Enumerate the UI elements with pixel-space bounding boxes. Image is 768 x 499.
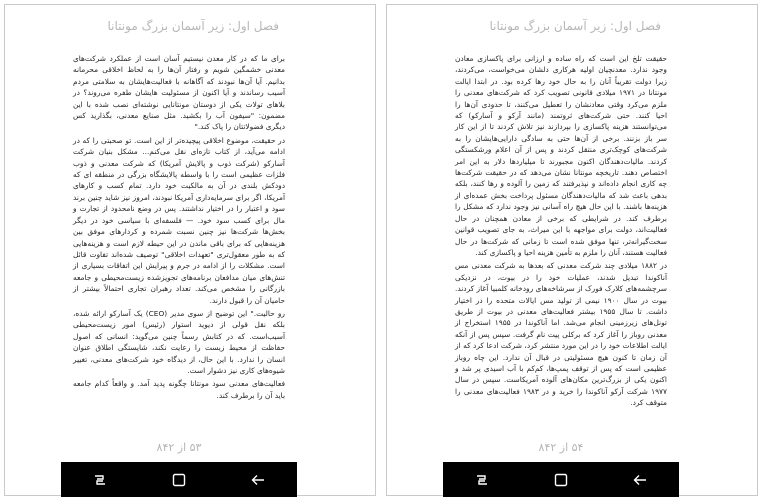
page-text (455, 53, 667, 411)
android-navbar (61, 462, 297, 497)
left-phone-screen (61, 5, 297, 497)
recent-apps-icon (474, 473, 490, 487)
right-phone-screen (443, 5, 679, 497)
recent-apps-button[interactable] (462, 465, 502, 495)
page-counter: ۵۴ از ۸۴۲ (538, 441, 584, 454)
paragraph: حقیقت تلخ این است که راه ساده و ارزانی برای پاکسازی معادن وجود ندارد. معدنچیان اولیه هرکاری دلشان می‌خواست، می‌کردند، زیرا دولت تقریباً آنان را به حال خود رها کرده بود. در ابتدا ایالت مونتانا در ۱۹۷۱ میلادی قانونی تصویب کرد که شرکت‌های معدنی را ملزم می‌کرد وقتی معادنشان را تعطیل می‌کنند، تا حدودی آن‌ها را احیا کنند. حتی شرکت‌های ثروتمند (مانند آرکو و آسارکو) که می‌توانستند هزینه پاکسازی را بپردازند نیز تلاش کردند تا از این کار سر باز بزنند. برخی از آن‌ها حتی به سادگی دارایی‌هایشان را به شرکت‌های کوچک‌تری منتقل کردند و پس از آن اعلام ورشکستگی کردند. مالیات‌دهندگان اکنون مجبورند تا میلیاردها دلار به این امر اختصاص دهند. تاریخچه مونتانا نشان می‌دهد که در حقیقت شرکت‌ها چه کاری انجام داده‌اند و نپذیرفتند که زمین را آلوده و رها کنند، بلکه بدهی باعث شد که مالیات‌دهندگان مسئول پرداخت بخش عمده‌ای از هزینه‌ها باشند. با این حال هیچ راه آسانی نیز وجود ندارد که مشکل را برطرف کند. در شرایطی که برخی از معادن همچنان در حال فعالیت‌اند، دولت برای مواجهه با این میراث، به جای تصویب قوانین سخت‌گیرانه‌تر، تنها موفق شده است تا زمانی که شرکت‌ها در حال فعالیت هستند، آنان را ملزم به تأمین هزینه احیا و پاکسازی کند. (455, 54, 667, 257)
home-icon (554, 473, 568, 487)
recent-apps-button[interactable] (80, 465, 120, 495)
home-button[interactable] (159, 465, 199, 495)
paragraph: در حقیقت، موضوع اخلاقی پیچیده‌تر از این است. تو صحبتی را که در ادامه می‌آید، از کتاب تازه‌ای نقل می‌کنم... مشکل بنیان شرکت آسارکو (شرکت ذوب و پالایش آمریکا) که شرکت معدنی و ذوب فلزات عظیمی است را با واسطه پالایشگاه بزرگی در منطقه ای که دودکش بلندی در آن به مالکیت خود دارد. تمام کسب و کارهای آمریکا، اگر برای سرمایه‌داری آمریکا نبودند، امروز نیز شاید چنین برند سود و اعتبار را در اختیار نداشتند. پس در وضع نامحدود از تجارت و مال برای کسب سود خود. — فلسفه‌ای با سیاسی خود در دیگر بخش‌ها شرکت‌ها نیز چنین نسبت شمرده و کردارهای موفق بین هزینه‌هایی که برای باقی ماندن در این حیطه لازم است و هزینه‌هایی که به طور معقول‌تری "تعهدات اخلاقی" توصیف شده‌اند تفاوت قائل است. مشکلات را از ادامه در جرم و پیرایش این اتفاقات بسیاری از تنش‌های میان مدافعان برنامه‌های تجویزشده زیست‌محیطی و جامعه بازرگانی را مشخص می‌کند. تعداد رهبران تجاری احتمالاً بیشتر از حامیان آن را قبول دارند. (73, 135, 285, 305)
page-counter: ۵۳ از ۸۴۲ (156, 441, 202, 454)
home-icon (172, 473, 186, 487)
chapter-header: فصل اول: زیر آسمان بزرگ مونتانا (489, 19, 661, 33)
right-document-frame (386, 4, 758, 496)
back-arrow-icon (632, 473, 648, 487)
back-button[interactable] (238, 465, 278, 495)
home-button[interactable] (541, 465, 581, 495)
left-document-frame (4, 4, 376, 496)
back-button[interactable] (620, 465, 660, 495)
chapter-header: فصل اول: زیر آسمان بزرگ مونتانا (107, 19, 279, 33)
paragraph: در ۱۸۸۲ میلادی چند شرکت معدنی که بعدها به شرکت معدنی مس آناکوندا تبدیل شدند، عملیات خود را در بیوت، در نزدیکی سرچشمه‌های کلارک فورک از سرشاخه‌های رودخانه کلمبیا آغاز کردند. بیوت در سال ۱۹۰۰ نیمی از تولید مس ایالات متحده را در اختیار داشت. تا سال ۱۹۵۵ بیشتر فعالیت‌های معدنی در بیوت از طریق تونل‌های زیرزمینی انجام می‌شد. اما آناکوندا در ۱۹۵۵ استخراج از معدنی روباز را آغاز کرد که برکلی پیت نام گرفت. سپس پس از آنکه ایالت اطلاعات خود را در این مورد منتشر کرد، شرکت ادعا کرد که از آن زمان تا کنون هیچ مسئولیتی در قبال آن ندارد. این چاه روباز عظیمی است که پس از توقف پمپ‌ها، کم‌کم با آب اسیدی پر شد و اکنون یکی از بزرگ‌ترین مکان‌های آلوده آمریکاست. سپس در سال ۱۹۷۷ شرکت آرکو آناکوندا را خرید و در ۱۹۸۳ فعالیت‌های معدنی را متوقف کرد. (455, 261, 667, 408)
paragraph: فعالیت‌های معدنی سود مونتانا چگونه پدید آمد. و واقعاً کدام جامعه باید آن را برطرف کند. (73, 379, 285, 400)
page-text (73, 53, 285, 403)
back-arrow-icon (250, 473, 266, 487)
paragraph: برای ما که در کار معدن نیستیم آسان است از عملکرد شرکت‌های معدنی خشمگین شویم و رفتار آن‌ها را به لحاظ اخلاقی محرمانه بدانیم. آیا آن‌ها نبودند که آگاهانه با فعالیت‌هایشان به سلامتی مردم آسیب رساندند و آیا اکنون از مسئولیت هایشان طفره می‌روند؟ در بلاهای تولات یکی از دوستان مونتانایی نوشته‌ای نصب شده با این مضمون: "سیفون آب را بکشید. مثل صنایع معدنی، بگذارید کس دیگری فضولاتتان را پاک کند." (73, 54, 285, 132)
android-navbar (443, 462, 679, 497)
recent-apps-icon (92, 473, 108, 487)
paragraph: رو حالیت." این توضیح از سوی مدیر (CEO) یک آسارکو ارائه شده، بلکه نقل قولی از دیوید استوار (رئیس) امور زیست‌محیطی آسیب‌است. که در کتابش رسماً چنین می‌گوید: انسانی که اصول حفاظت از محیط زیست را رعایت نکند، شایستگی اطلاق عنوان انسان را ندارد. با این حال، از دیدگاه خود شرکت‌های معدنی، تغییر شیوه‌های کاری نیز دشوار است. (73, 308, 285, 375)
